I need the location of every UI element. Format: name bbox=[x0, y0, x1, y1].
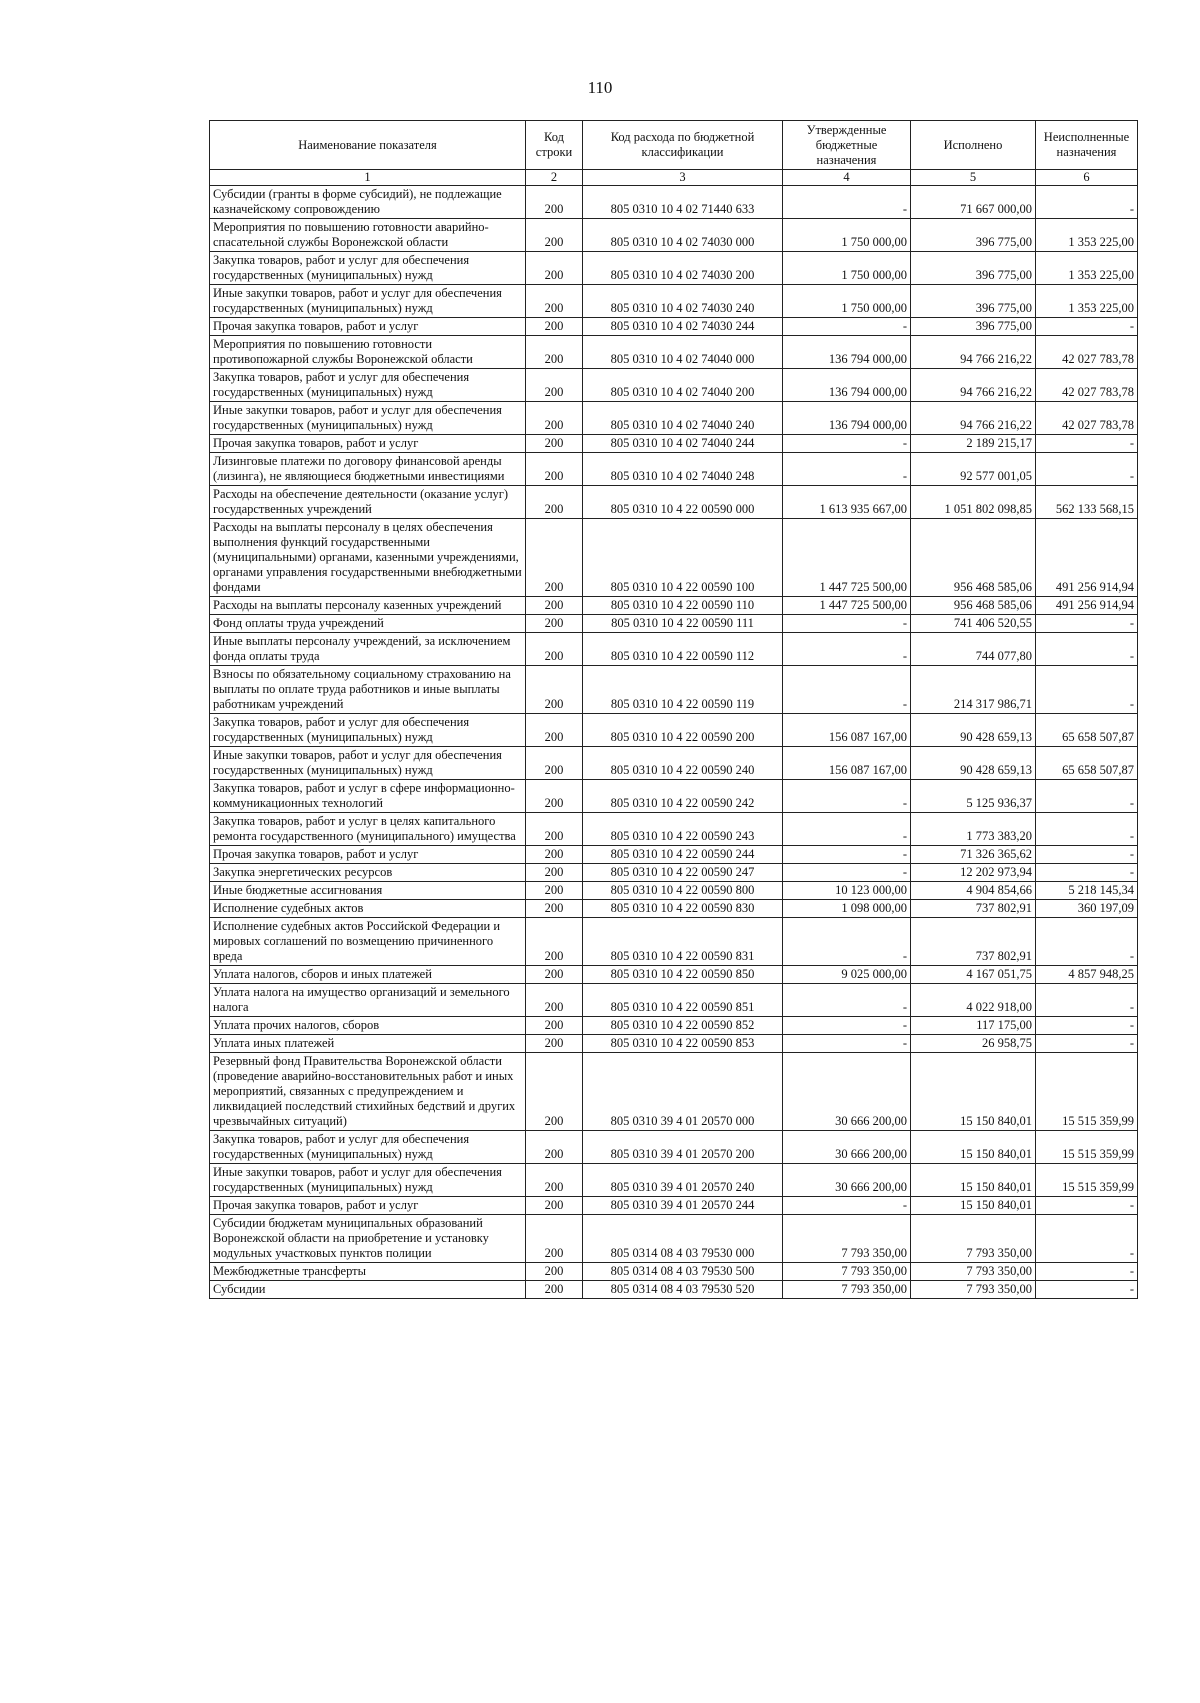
row-name: Лизинговые платежи по договору финансовой аренды (лизинга), не являющиеся бюджетными инвестициями bbox=[210, 453, 526, 486]
row-name: Мероприятия по повышению готовности аварийно-спасательной службы Воронежской области bbox=[210, 219, 526, 252]
row-budget-code: 805 0310 10 4 02 74040 000 bbox=[583, 336, 783, 369]
table-row bbox=[210, 318, 1138, 336]
row-unexecuted: 15 515 359,99 bbox=[1036, 1131, 1138, 1164]
row-line-code: 200 bbox=[526, 1131, 583, 1164]
row-approved: 1 447 725 500,00 bbox=[783, 519, 911, 597]
table-row bbox=[210, 864, 1138, 882]
row-budget-code: 805 0310 10 4 22 00590 112 bbox=[583, 633, 783, 666]
row-approved: - bbox=[783, 984, 911, 1017]
row-unexecuted: 491 256 914,94 bbox=[1036, 519, 1138, 597]
row-line-code: 200 bbox=[526, 846, 583, 864]
row-line-code: 200 bbox=[526, 1017, 583, 1035]
row-line-code: 200 bbox=[526, 1281, 583, 1299]
column-number: 3 bbox=[583, 170, 783, 186]
row-unexecuted: - bbox=[1036, 666, 1138, 714]
row-budget-code: 805 0310 10 4 02 71440 633 bbox=[583, 186, 783, 219]
row-name: Уплата прочих налогов, сборов bbox=[210, 1017, 526, 1035]
row-executed: 90 428 659,13 bbox=[911, 714, 1036, 747]
row-executed: 1 051 802 098,85 bbox=[911, 486, 1036, 519]
row-budget-code: 805 0310 10 4 02 74030 200 bbox=[583, 252, 783, 285]
row-approved: 7 793 350,00 bbox=[783, 1263, 911, 1281]
row-line-code: 200 bbox=[526, 666, 583, 714]
row-executed: 7 793 350,00 bbox=[911, 1215, 1036, 1263]
row-unexecuted: - bbox=[1036, 864, 1138, 882]
row-budget-code: 805 0310 39 4 01 20570 200 bbox=[583, 1131, 783, 1164]
row-executed: 92 577 001,05 bbox=[911, 453, 1036, 486]
row-unexecuted: - bbox=[1036, 1263, 1138, 1281]
row-unexecuted: - bbox=[1036, 1215, 1138, 1263]
row-line-code: 200 bbox=[526, 1053, 583, 1131]
row-executed: 90 428 659,13 bbox=[911, 747, 1036, 780]
table-row bbox=[210, 219, 1138, 252]
table-row bbox=[210, 453, 1138, 486]
row-approved: 1 750 000,00 bbox=[783, 285, 911, 318]
table-row bbox=[210, 1215, 1138, 1263]
row-budget-code: 805 0310 10 4 22 00590 247 bbox=[583, 864, 783, 882]
row-executed: 956 468 585,06 bbox=[911, 597, 1036, 615]
row-line-code: 200 bbox=[526, 519, 583, 597]
row-name: Закупка энергетических ресурсов bbox=[210, 864, 526, 882]
table-row bbox=[210, 597, 1138, 615]
row-unexecuted: - bbox=[1036, 846, 1138, 864]
row-approved: 1 750 000,00 bbox=[783, 252, 911, 285]
table-row bbox=[210, 714, 1138, 747]
row-approved: 136 794 000,00 bbox=[783, 336, 911, 369]
table-row bbox=[210, 747, 1138, 780]
table-row bbox=[210, 984, 1138, 1017]
row-unexecuted: - bbox=[1036, 1197, 1138, 1215]
row-executed: 15 150 840,01 bbox=[911, 1164, 1036, 1197]
row-line-code: 200 bbox=[526, 882, 583, 900]
row-approved: 30 666 200,00 bbox=[783, 1164, 911, 1197]
row-name: Закупка товаров, работ и услуг в сфере информационно-коммуникационных технологий bbox=[210, 780, 526, 813]
row-name: Иные закупки товаров, работ и услуг для обеспечения государственных (муниципальных) нужд bbox=[210, 1164, 526, 1197]
row-unexecuted: 4 857 948,25 bbox=[1036, 966, 1138, 984]
row-budget-code: 805 0310 39 4 01 20570 240 bbox=[583, 1164, 783, 1197]
row-name: Прочая закупка товаров, работ и услуг bbox=[210, 435, 526, 453]
row-name: Закупка товаров, работ и услуг для обеспечения государственных (муниципальных) нужд bbox=[210, 1131, 526, 1164]
row-unexecuted: 15 515 359,99 bbox=[1036, 1164, 1138, 1197]
row-unexecuted: - bbox=[1036, 1035, 1138, 1053]
row-budget-code: 805 0310 10 4 22 00590 119 bbox=[583, 666, 783, 714]
row-unexecuted: 1 353 225,00 bbox=[1036, 252, 1138, 285]
row-unexecuted: - bbox=[1036, 435, 1138, 453]
row-line-code: 200 bbox=[526, 633, 583, 666]
row-unexecuted: 65 658 507,87 bbox=[1036, 714, 1138, 747]
row-executed: 396 775,00 bbox=[911, 219, 1036, 252]
row-name: Иные бюджетные ассигнования bbox=[210, 882, 526, 900]
row-line-code: 200 bbox=[526, 336, 583, 369]
row-line-code: 200 bbox=[526, 966, 583, 984]
table-row bbox=[210, 1053, 1138, 1131]
row-line-code: 200 bbox=[526, 435, 583, 453]
table-row bbox=[210, 519, 1138, 597]
row-line-code: 200 bbox=[526, 1197, 583, 1215]
row-executed: 94 766 216,22 bbox=[911, 369, 1036, 402]
row-approved: - bbox=[783, 318, 911, 336]
row-name: Мероприятия по повышению готовности противопожарной службы Воронежской области bbox=[210, 336, 526, 369]
row-name: Субсидии (гранты в форме субсидий), не подлежащие казначейскому сопровождению bbox=[210, 186, 526, 219]
row-name: Иные выплаты персоналу учреждений, за исключением фонда оплаты труда bbox=[210, 633, 526, 666]
column-number: 1 bbox=[210, 170, 526, 186]
row-executed: 117 175,00 bbox=[911, 1017, 1036, 1035]
row-budget-code: 805 0314 08 4 03 79530 500 bbox=[583, 1263, 783, 1281]
header-budget-code: Код расхода по бюджетной классификации bbox=[583, 121, 783, 170]
row-unexecuted: 491 256 914,94 bbox=[1036, 597, 1138, 615]
table-row bbox=[210, 1263, 1138, 1281]
row-unexecuted: 65 658 507,87 bbox=[1036, 747, 1138, 780]
table-row bbox=[210, 846, 1138, 864]
row-name: Межбюджетные трансферты bbox=[210, 1263, 526, 1281]
table-row bbox=[210, 369, 1138, 402]
row-line-code: 200 bbox=[526, 714, 583, 747]
row-line-code: 200 bbox=[526, 285, 583, 318]
row-approved: - bbox=[783, 435, 911, 453]
row-executed: 71 326 365,62 bbox=[911, 846, 1036, 864]
table-row bbox=[210, 1281, 1138, 1299]
row-budget-code: 805 0310 10 4 22 00590 851 bbox=[583, 984, 783, 1017]
row-approved: - bbox=[783, 1035, 911, 1053]
row-line-code: 200 bbox=[526, 984, 583, 1017]
row-budget-code: 805 0310 10 4 02 74040 244 bbox=[583, 435, 783, 453]
row-budget-code: 805 0310 10 4 22 00590 110 bbox=[583, 597, 783, 615]
column-number: 5 bbox=[911, 170, 1036, 186]
row-executed: 956 468 585,06 bbox=[911, 519, 1036, 597]
table-row bbox=[210, 1035, 1138, 1053]
row-unexecuted: - bbox=[1036, 984, 1138, 1017]
table-row bbox=[210, 1197, 1138, 1215]
row-budget-code: 805 0310 10 4 22 00590 853 bbox=[583, 1035, 783, 1053]
column-number: 6 bbox=[1036, 170, 1138, 186]
row-name: Уплата налога на имущество организаций и земельного налога bbox=[210, 984, 526, 1017]
row-unexecuted: - bbox=[1036, 918, 1138, 966]
row-approved: - bbox=[783, 1017, 911, 1035]
row-executed: 12 202 973,94 bbox=[911, 864, 1036, 882]
table-row bbox=[210, 615, 1138, 633]
table-row bbox=[210, 336, 1138, 369]
header-executed: Исполнено bbox=[911, 121, 1036, 170]
row-executed: 396 775,00 bbox=[911, 285, 1036, 318]
row-name: Иные закупки товаров, работ и услуг для обеспечения государственных (муниципальных) нужд bbox=[210, 285, 526, 318]
row-budget-code: 805 0310 10 4 02 74040 248 bbox=[583, 453, 783, 486]
table-row bbox=[210, 918, 1138, 966]
row-name: Расходы на выплаты персоналу казенных учреждений bbox=[210, 597, 526, 615]
row-name: Закупка товаров, работ и услуг для обеспечения государственных (муниципальных) нужд bbox=[210, 714, 526, 747]
row-approved: 30 666 200,00 bbox=[783, 1053, 911, 1131]
row-name: Закупка товаров, работ и услуг в целях капитального ремонта государственного (муниципального) имущества bbox=[210, 813, 526, 846]
table-row bbox=[210, 486, 1138, 519]
row-budget-code: 805 0310 10 4 22 00590 850 bbox=[583, 966, 783, 984]
row-line-code: 200 bbox=[526, 219, 583, 252]
row-approved: - bbox=[783, 453, 911, 486]
row-line-code: 200 bbox=[526, 1215, 583, 1263]
row-approved: - bbox=[783, 813, 911, 846]
row-budget-code: 805 0310 10 4 22 00590 000 bbox=[583, 486, 783, 519]
row-executed: 15 150 840,01 bbox=[911, 1197, 1036, 1215]
row-budget-code: 805 0310 10 4 02 74040 240 bbox=[583, 402, 783, 435]
table-row bbox=[210, 435, 1138, 453]
table-row bbox=[210, 780, 1138, 813]
row-name: Расходы на выплаты персоналу в целях обеспечения выполнения функций государственными (муниципальными) органами, казенными учреждениями, органами управления государственными внебюджетными фондами bbox=[210, 519, 526, 597]
row-executed: 94 766 216,22 bbox=[911, 402, 1036, 435]
table-row bbox=[210, 402, 1138, 435]
row-approved: - bbox=[783, 864, 911, 882]
row-name: Иные закупки товаров, работ и услуг для обеспечения государственных (муниципальных) нужд bbox=[210, 747, 526, 780]
row-executed: 4 904 854,66 bbox=[911, 882, 1036, 900]
row-approved: 10 123 000,00 bbox=[783, 882, 911, 900]
row-line-code: 200 bbox=[526, 864, 583, 882]
row-unexecuted: 5 218 145,34 bbox=[1036, 882, 1138, 900]
column-number: 4 bbox=[783, 170, 911, 186]
row-line-code: 200 bbox=[526, 186, 583, 219]
row-line-code: 200 bbox=[526, 813, 583, 846]
row-approved: 7 793 350,00 bbox=[783, 1281, 911, 1299]
row-executed: 15 150 840,01 bbox=[911, 1131, 1036, 1164]
row-budget-code: 805 0310 10 4 22 00590 830 bbox=[583, 900, 783, 918]
row-unexecuted: 360 197,09 bbox=[1036, 900, 1138, 918]
row-line-code: 200 bbox=[526, 1035, 583, 1053]
row-approved: 30 666 200,00 bbox=[783, 1131, 911, 1164]
row-name: Исполнение судебных актов bbox=[210, 900, 526, 918]
row-executed: 214 317 986,71 bbox=[911, 666, 1036, 714]
row-name: Фонд оплаты труда учреждений bbox=[210, 615, 526, 633]
row-executed: 71 667 000,00 bbox=[911, 186, 1036, 219]
row-budget-code: 805 0310 10 4 02 74030 244 bbox=[583, 318, 783, 336]
row-name: Закупка товаров, работ и услуг для обеспечения государственных (муниципальных) нужд bbox=[210, 369, 526, 402]
row-executed: 7 793 350,00 bbox=[911, 1281, 1036, 1299]
row-unexecuted: - bbox=[1036, 186, 1138, 219]
table-row bbox=[210, 900, 1138, 918]
row-unexecuted: - bbox=[1036, 780, 1138, 813]
row-line-code: 200 bbox=[526, 615, 583, 633]
header-approved: Утвержденные бюджетные назначения bbox=[783, 121, 911, 170]
row-budget-code: 805 0310 39 4 01 20570 244 bbox=[583, 1197, 783, 1215]
row-approved: 7 793 350,00 bbox=[783, 1215, 911, 1263]
row-line-code: 200 bbox=[526, 900, 583, 918]
row-executed: 744 077,80 bbox=[911, 633, 1036, 666]
row-unexecuted: 1 353 225,00 bbox=[1036, 285, 1138, 318]
row-approved: - bbox=[783, 615, 911, 633]
row-name: Закупка товаров, работ и услуг для обеспечения государственных (муниципальных) нужд bbox=[210, 252, 526, 285]
row-budget-code: 805 0310 10 4 22 00590 831 bbox=[583, 918, 783, 966]
row-budget-code: 805 0310 10 4 22 00590 111 bbox=[583, 615, 783, 633]
row-line-code: 200 bbox=[526, 918, 583, 966]
row-budget-code: 805 0310 10 4 22 00590 242 bbox=[583, 780, 783, 813]
row-executed: 737 802,91 bbox=[911, 900, 1036, 918]
row-executed: 396 775,00 bbox=[911, 252, 1036, 285]
table-row bbox=[210, 1164, 1138, 1197]
row-approved: 1 447 725 500,00 bbox=[783, 597, 911, 615]
table-body bbox=[210, 186, 1138, 1299]
row-approved: - bbox=[783, 186, 911, 219]
row-name: Субсидии бюджетам муниципальных образований Воронежской области на приобретение и установку модульных участковых пунктов полиции bbox=[210, 1215, 526, 1263]
row-executed: 5 125 936,37 bbox=[911, 780, 1036, 813]
row-budget-code: 805 0314 08 4 03 79530 520 bbox=[583, 1281, 783, 1299]
header-row bbox=[210, 121, 1138, 170]
row-line-code: 200 bbox=[526, 453, 583, 486]
row-unexecuted: 562 133 568,15 bbox=[1036, 486, 1138, 519]
table-row bbox=[210, 1017, 1138, 1035]
row-executed: 94 766 216,22 bbox=[911, 336, 1036, 369]
row-executed: 26 958,75 bbox=[911, 1035, 1036, 1053]
row-budget-code: 805 0310 10 4 22 00590 240 bbox=[583, 747, 783, 780]
row-unexecuted: 42 027 783,78 bbox=[1036, 336, 1138, 369]
budget-execution-table bbox=[209, 120, 1138, 1299]
header-line-code: Код строки bbox=[526, 121, 583, 170]
row-unexecuted: 1 353 225,00 bbox=[1036, 219, 1138, 252]
row-approved: 9 025 000,00 bbox=[783, 966, 911, 984]
row-budget-code: 805 0310 10 4 22 00590 200 bbox=[583, 714, 783, 747]
row-line-code: 200 bbox=[526, 747, 583, 780]
row-executed: 4 167 051,75 bbox=[911, 966, 1036, 984]
table-row bbox=[210, 813, 1138, 846]
column-number: 2 bbox=[526, 170, 583, 186]
row-line-code: 200 bbox=[526, 780, 583, 813]
table-row bbox=[210, 285, 1138, 318]
row-approved: - bbox=[783, 780, 911, 813]
row-name: Уплата налогов, сборов и иных платежей bbox=[210, 966, 526, 984]
row-unexecuted: 42 027 783,78 bbox=[1036, 369, 1138, 402]
page-number: 110 bbox=[587, 78, 613, 97]
row-budget-code: 805 0310 10 4 22 00590 100 bbox=[583, 519, 783, 597]
row-executed: 741 406 520,55 bbox=[911, 615, 1036, 633]
row-unexecuted: - bbox=[1036, 453, 1138, 486]
row-name: Взносы по обязательному социальному страхованию на выплаты по оплате труда работников и иные выплаты работникам учреждений bbox=[210, 666, 526, 714]
table-row bbox=[210, 966, 1138, 984]
row-name: Иные закупки товаров, работ и услуг для обеспечения государственных (муниципальных) нужд bbox=[210, 402, 526, 435]
row-unexecuted: 15 515 359,99 bbox=[1036, 1053, 1138, 1131]
row-unexecuted: 42 027 783,78 bbox=[1036, 402, 1138, 435]
row-executed: 4 022 918,00 bbox=[911, 984, 1036, 1017]
row-line-code: 200 bbox=[526, 252, 583, 285]
row-budget-code: 805 0310 10 4 02 74030 000 bbox=[583, 219, 783, 252]
row-line-code: 200 bbox=[526, 402, 583, 435]
row-name: Резервный фонд Правительства Воронежской области (проведение аварийно-восстановительных работ и иных мероприятий, связанных с предупреждением и ликвидацией последствий стихийных бедствий и других чрезвычайных ситуаций) bbox=[210, 1053, 526, 1131]
row-line-code: 200 bbox=[526, 318, 583, 336]
row-approved: - bbox=[783, 666, 911, 714]
row-executed: 396 775,00 bbox=[911, 318, 1036, 336]
row-name: Прочая закупка товаров, работ и услуг bbox=[210, 846, 526, 864]
row-budget-code: 805 0310 39 4 01 20570 000 bbox=[583, 1053, 783, 1131]
row-name: Прочая закупка товаров, работ и услуг bbox=[210, 1197, 526, 1215]
row-unexecuted: - bbox=[1036, 813, 1138, 846]
row-approved: 136 794 000,00 bbox=[783, 369, 911, 402]
row-budget-code: 805 0310 10 4 22 00590 852 bbox=[583, 1017, 783, 1035]
row-name: Субсидии bbox=[210, 1281, 526, 1299]
row-budget-code: 805 0310 10 4 22 00590 244 bbox=[583, 846, 783, 864]
row-approved: - bbox=[783, 846, 911, 864]
row-name: Уплата иных платежей bbox=[210, 1035, 526, 1053]
row-approved: 1 613 935 667,00 bbox=[783, 486, 911, 519]
row-unexecuted: - bbox=[1036, 633, 1138, 666]
row-approved: 136 794 000,00 bbox=[783, 402, 911, 435]
row-budget-code: 805 0314 08 4 03 79530 000 bbox=[583, 1215, 783, 1263]
table-row bbox=[210, 633, 1138, 666]
row-line-code: 200 bbox=[526, 597, 583, 615]
row-approved: - bbox=[783, 633, 911, 666]
row-unexecuted: - bbox=[1036, 1281, 1138, 1299]
row-executed: 2 189 215,17 bbox=[911, 435, 1036, 453]
table-row bbox=[210, 186, 1138, 219]
row-approved: 1 098 000,00 bbox=[783, 900, 911, 918]
row-unexecuted: - bbox=[1036, 1017, 1138, 1035]
row-line-code: 200 bbox=[526, 486, 583, 519]
table-row bbox=[210, 882, 1138, 900]
row-approved: 1 750 000,00 bbox=[783, 219, 911, 252]
row-line-code: 200 bbox=[526, 1263, 583, 1281]
row-name: Прочая закупка товаров, работ и услуг bbox=[210, 318, 526, 336]
row-budget-code: 805 0310 10 4 02 74030 240 bbox=[583, 285, 783, 318]
row-executed: 7 793 350,00 bbox=[911, 1263, 1036, 1281]
row-executed: 15 150 840,01 bbox=[911, 1053, 1036, 1131]
row-executed: 1 773 383,20 bbox=[911, 813, 1036, 846]
row-approved: 156 087 167,00 bbox=[783, 747, 911, 780]
row-line-code: 200 bbox=[526, 369, 583, 402]
table-row bbox=[210, 1131, 1138, 1164]
row-unexecuted: - bbox=[1036, 615, 1138, 633]
row-approved: - bbox=[783, 918, 911, 966]
row-name: Исполнение судебных актов Российской Федерации и мировых соглашений по возмещению причиненного вреда bbox=[210, 918, 526, 966]
row-name: Расходы на обеспечение деятельности (оказание услуг) государственных учреждений bbox=[210, 486, 526, 519]
row-line-code: 200 bbox=[526, 1164, 583, 1197]
row-budget-code: 805 0310 10 4 02 74040 200 bbox=[583, 369, 783, 402]
row-executed: 737 802,91 bbox=[911, 918, 1036, 966]
row-budget-code: 805 0310 10 4 22 00590 800 bbox=[583, 882, 783, 900]
row-unexecuted: - bbox=[1036, 318, 1138, 336]
row-approved: 156 087 167,00 bbox=[783, 714, 911, 747]
column-number-row bbox=[210, 170, 1138, 186]
row-approved: - bbox=[783, 1197, 911, 1215]
row-budget-code: 805 0310 10 4 22 00590 243 bbox=[583, 813, 783, 846]
table-row bbox=[210, 666, 1138, 714]
header-name: Наименование показателя bbox=[210, 121, 526, 170]
table-row bbox=[210, 252, 1138, 285]
header-unexecuted: Неисполненные назначения bbox=[1036, 121, 1138, 170]
